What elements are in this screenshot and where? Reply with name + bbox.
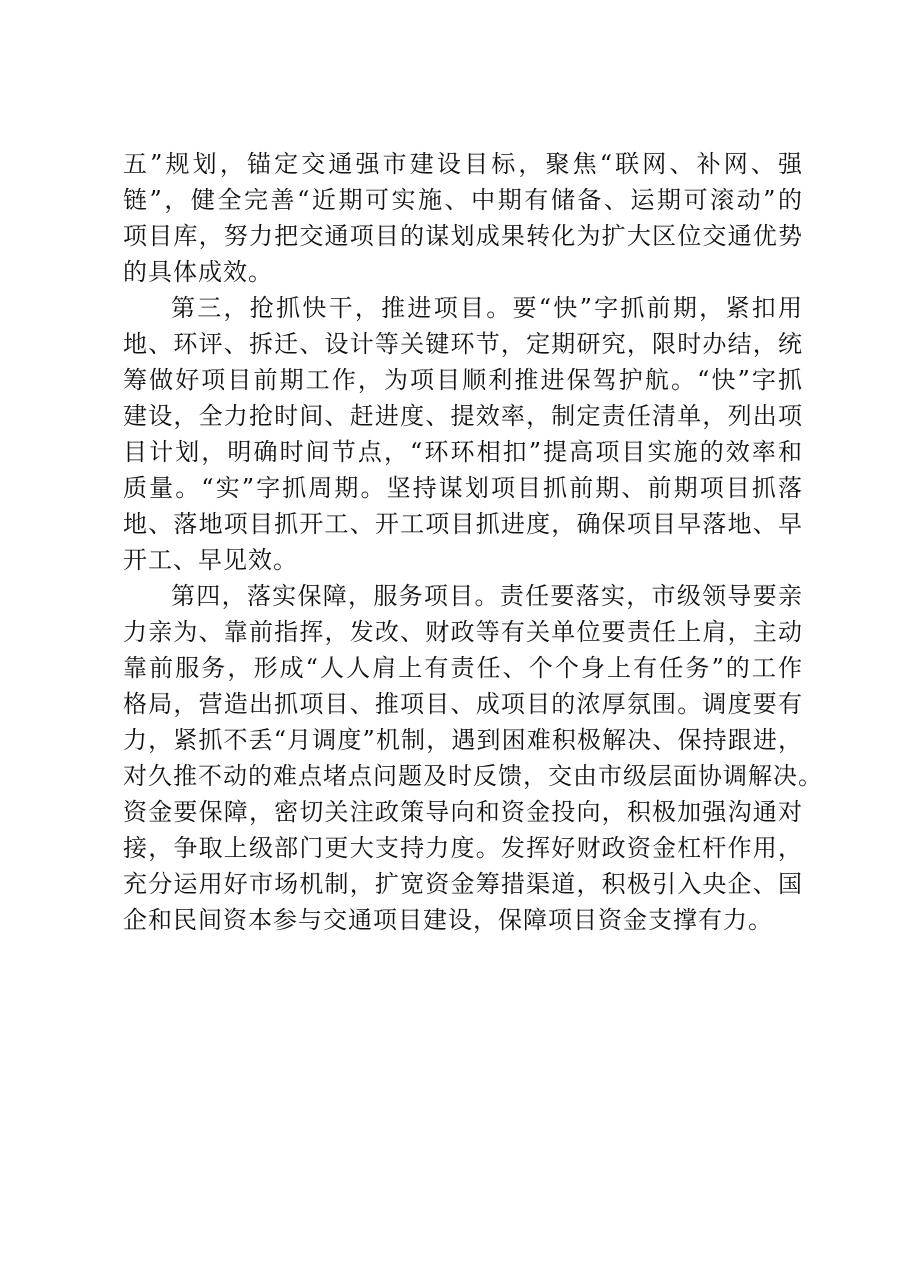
text-line: 接，争取上级部门更大支持力度。发挥好财政资金杠杆作用，	[123, 834, 803, 862]
text-line: 充分运用好市场机制，扩宽资金筹措渠道，积极引入央企、国	[123, 870, 803, 898]
text-line: 的具体成效。	[123, 258, 273, 286]
text-line: 格局，营造出抓项目、推项目、成项目的浓厚氛围。调度要有	[123, 690, 803, 718]
text-line: 质量。“实”字抓周期。坚持谋划项目抓前期、前期项目抓落	[123, 474, 803, 502]
text-line: 地、环评、拆迁、设计等关键环节，定期研究，限时办结，统	[123, 330, 803, 358]
text-line: 地、落地项目抓开工、开工项目抓进度，确保项目早落地、早	[123, 510, 803, 538]
text-line: 力，紧抓不丢“月调度”机制，遇到困难积极解决、保持跟进，	[123, 726, 803, 754]
paragraph-first-line: 第四，落实保障，服务项目。责任要落实，市级领导要亲	[171, 582, 803, 610]
paragraph-first-line: 第三，抢抓快干，推进项目。要“快”字抓前期，紧扣用	[171, 294, 803, 322]
text-line: 靠前服务，形成“人人肩上有责任、个个身上有任务”的工作	[123, 654, 803, 682]
text-line: 建设，全力抢时间、赶进度、提效率，制定责任清单，列出项	[123, 402, 803, 430]
document-body	[123, 146, 823, 938]
text-line: 企和民间资本参与交通项目建设，保障项目资金支撑有力。	[123, 906, 773, 934]
text-line: 项目库，努力把交通项目的谋划成果转化为扩大区位交通优势	[123, 222, 803, 250]
text-line: 链”，健全完善“近期可实施、中期有储备、运期可滚动”的	[123, 186, 803, 214]
text-line: 力亲为、靠前指挥，发改、财政等有关单位要责任上肩，主动	[123, 618, 803, 646]
text-line: 资金要保障，密切关注政策导向和资金投向，积极加强沟通对	[123, 798, 803, 826]
text-line: 目计划，明确时间节点，“环环相扣”提高项目实施的效率和	[123, 438, 803, 466]
text-line: 筹做好项目前期工作，为项目顺利推进保驾护航。“快”字抓	[123, 366, 803, 394]
text-line: 五”规划，锚定交通强市建设目标，聚焦“联网、补网、强	[123, 150, 803, 178]
text-line: 对久推不动的难点堵点问题及时反馈，交由市级层面协调解决。	[123, 762, 823, 790]
text-line: 开工、早见效。	[123, 546, 298, 574]
